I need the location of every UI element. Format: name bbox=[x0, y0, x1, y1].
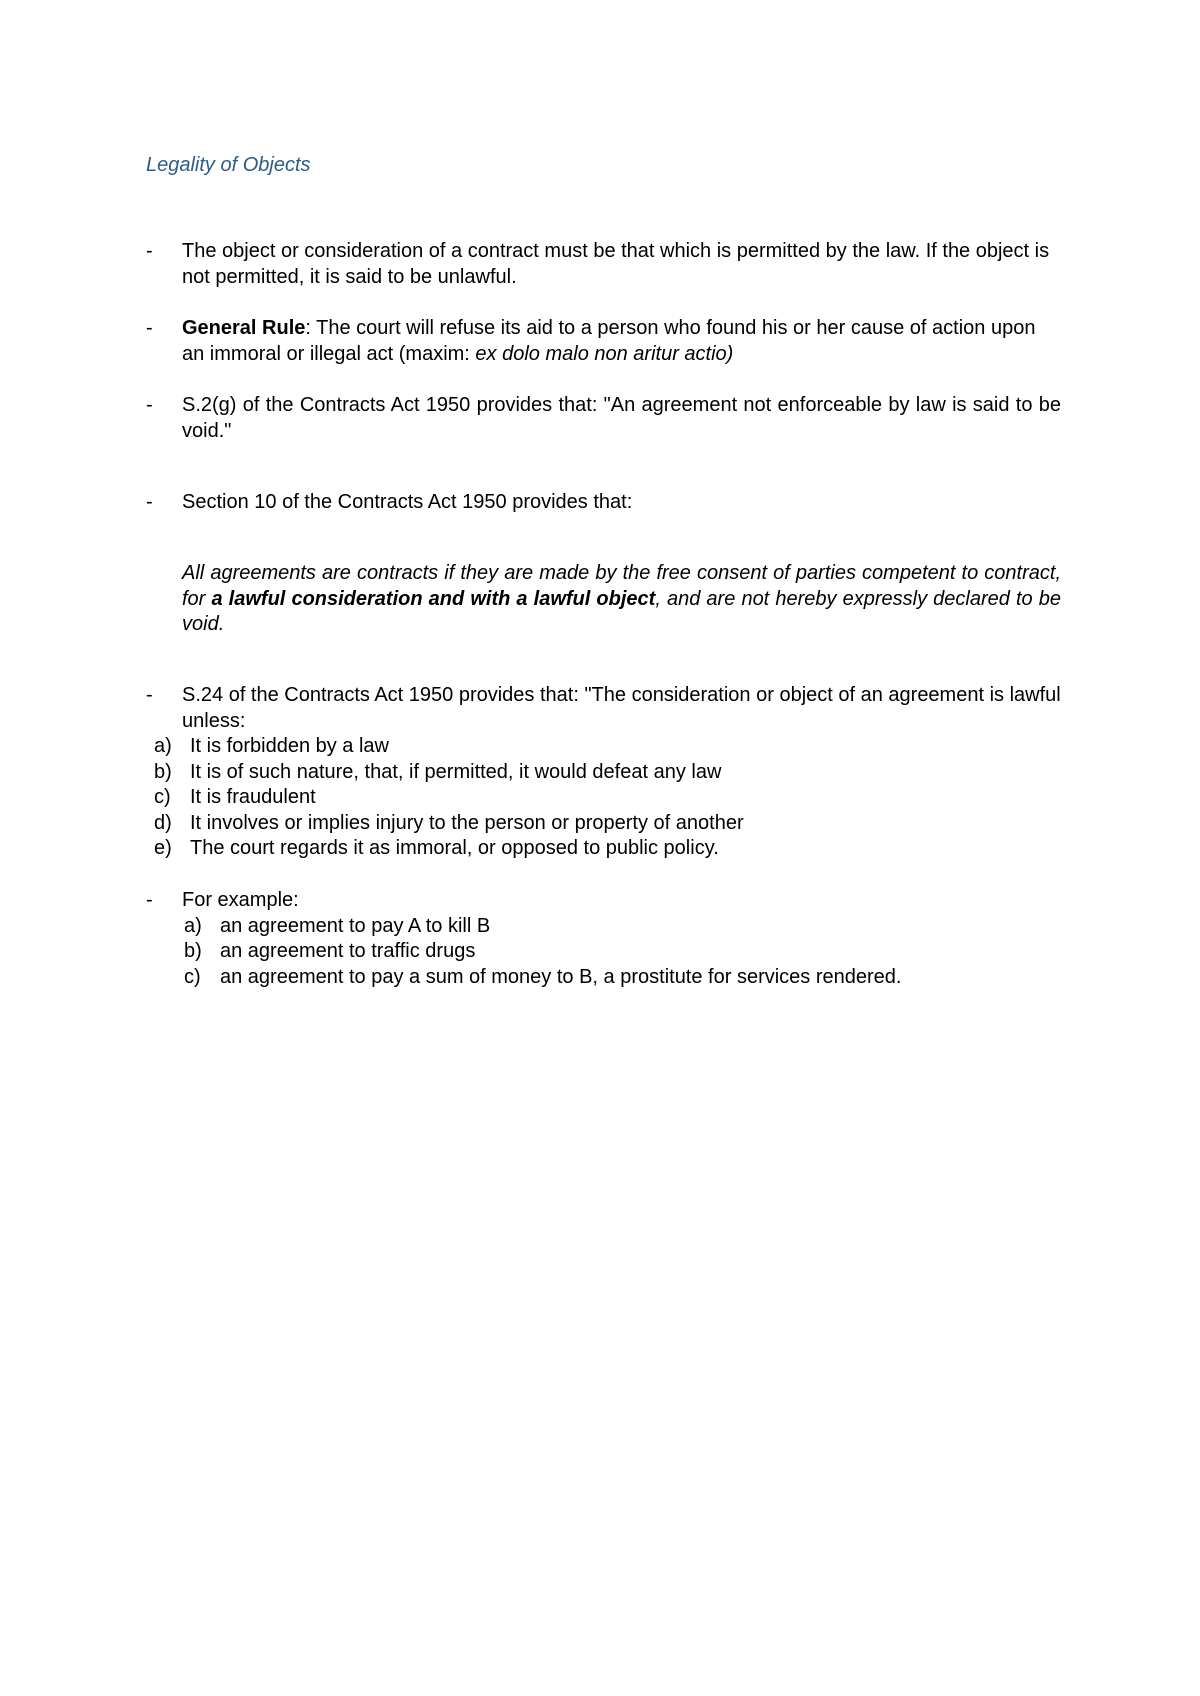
list-item bbox=[146, 965, 1061, 991]
section-10-quote bbox=[182, 561, 1061, 638]
list-item-text: an agreement to pay A to kill B bbox=[220, 914, 491, 937]
examples-list bbox=[146, 914, 1061, 991]
list-item-text: The court regards it as immoral, or opposed to public policy. bbox=[190, 837, 719, 859]
bullet-dash: - bbox=[146, 394, 153, 416]
quote-part-2: , and are not hereby expressly declared to be void. bbox=[182, 587, 1062, 635]
quote-bold: a lawful consideration and with a lawful object bbox=[211, 587, 656, 610]
bullet-section-24 bbox=[146, 683, 1061, 862]
paragraph-text: For example: bbox=[182, 889, 299, 911]
bullet-dash: - bbox=[146, 240, 153, 262]
general-rule-text: : The court will refuse its aid to a person who found his or her cause of action upon an immoral or illegal act (maxim: bbox=[182, 317, 1036, 365]
list-item-text: an agreement to pay a sum of money to B, a prostitute for services rendered. bbox=[220, 965, 902, 988]
quote-part-1: All agreements are contracts if they are made by the free consent of parties competent to contract, for bbox=[182, 562, 1061, 610]
list-marker: b) bbox=[154, 760, 172, 783]
list-item bbox=[146, 836, 1061, 862]
list-item bbox=[146, 939, 1061, 965]
bullet-dash: - bbox=[146, 491, 153, 513]
general-rule-label: General Rule bbox=[182, 317, 306, 339]
list-item-text: It is of such nature, that, if permitted, it would defeat any law bbox=[190, 760, 722, 783]
bullet-examples bbox=[146, 888, 1061, 990]
list-item bbox=[146, 914, 1061, 940]
paragraph-text: S.2(g) of the Contracts Act 1950 provides that: "An agreement not enforceable by law is said to be void." bbox=[182, 394, 1061, 442]
list-marker: c) bbox=[154, 786, 171, 808]
maxim-text: ex dolo malo non aritur actio) bbox=[475, 342, 734, 365]
bullet-section-10 bbox=[146, 490, 1061, 516]
list-item bbox=[146, 785, 1061, 811]
bullet-object-permitted bbox=[146, 239, 1061, 290]
paragraph-text: Section 10 of the Contracts Act 1950 provides that: bbox=[182, 491, 633, 513]
paragraph-text: The object or consideration of a contract must be that which is permitted by the law. If the object is not permitted, it is said to be unlawful. bbox=[182, 240, 1050, 288]
paragraph-text: S.24 of the Contracts Act 1950 provides that: "The consideration or object of an agreement is lawful unless: bbox=[182, 684, 1061, 732]
list-marker: d) bbox=[154, 811, 172, 834]
bullet-section-2g bbox=[146, 393, 1061, 444]
list-item bbox=[146, 760, 1061, 786]
list-item bbox=[146, 734, 1061, 760]
list-marker: a) bbox=[184, 914, 202, 937]
bullet-general-rule bbox=[146, 316, 1061, 367]
list-marker: c) bbox=[184, 965, 201, 988]
section-24-list bbox=[146, 734, 1061, 862]
bullet-dash: - bbox=[146, 889, 153, 911]
list-item bbox=[146, 811, 1061, 837]
document-title: Legality of Objects bbox=[146, 154, 311, 176]
list-item-text: It involves or implies injury to the person or property of another bbox=[190, 811, 744, 834]
list-marker: a) bbox=[154, 735, 172, 757]
list-marker: b) bbox=[184, 940, 202, 962]
list-item-text: an agreement to traffic drugs bbox=[220, 940, 476, 962]
list-item-text: It is fraudulent bbox=[190, 786, 316, 808]
paragraph-text bbox=[182, 316, 1061, 367]
bullet-dash: - bbox=[146, 317, 153, 339]
bullet-dash: - bbox=[146, 684, 153, 706]
list-marker: e) bbox=[154, 837, 172, 859]
list-item-text: It is forbidden by a law bbox=[190, 735, 389, 757]
